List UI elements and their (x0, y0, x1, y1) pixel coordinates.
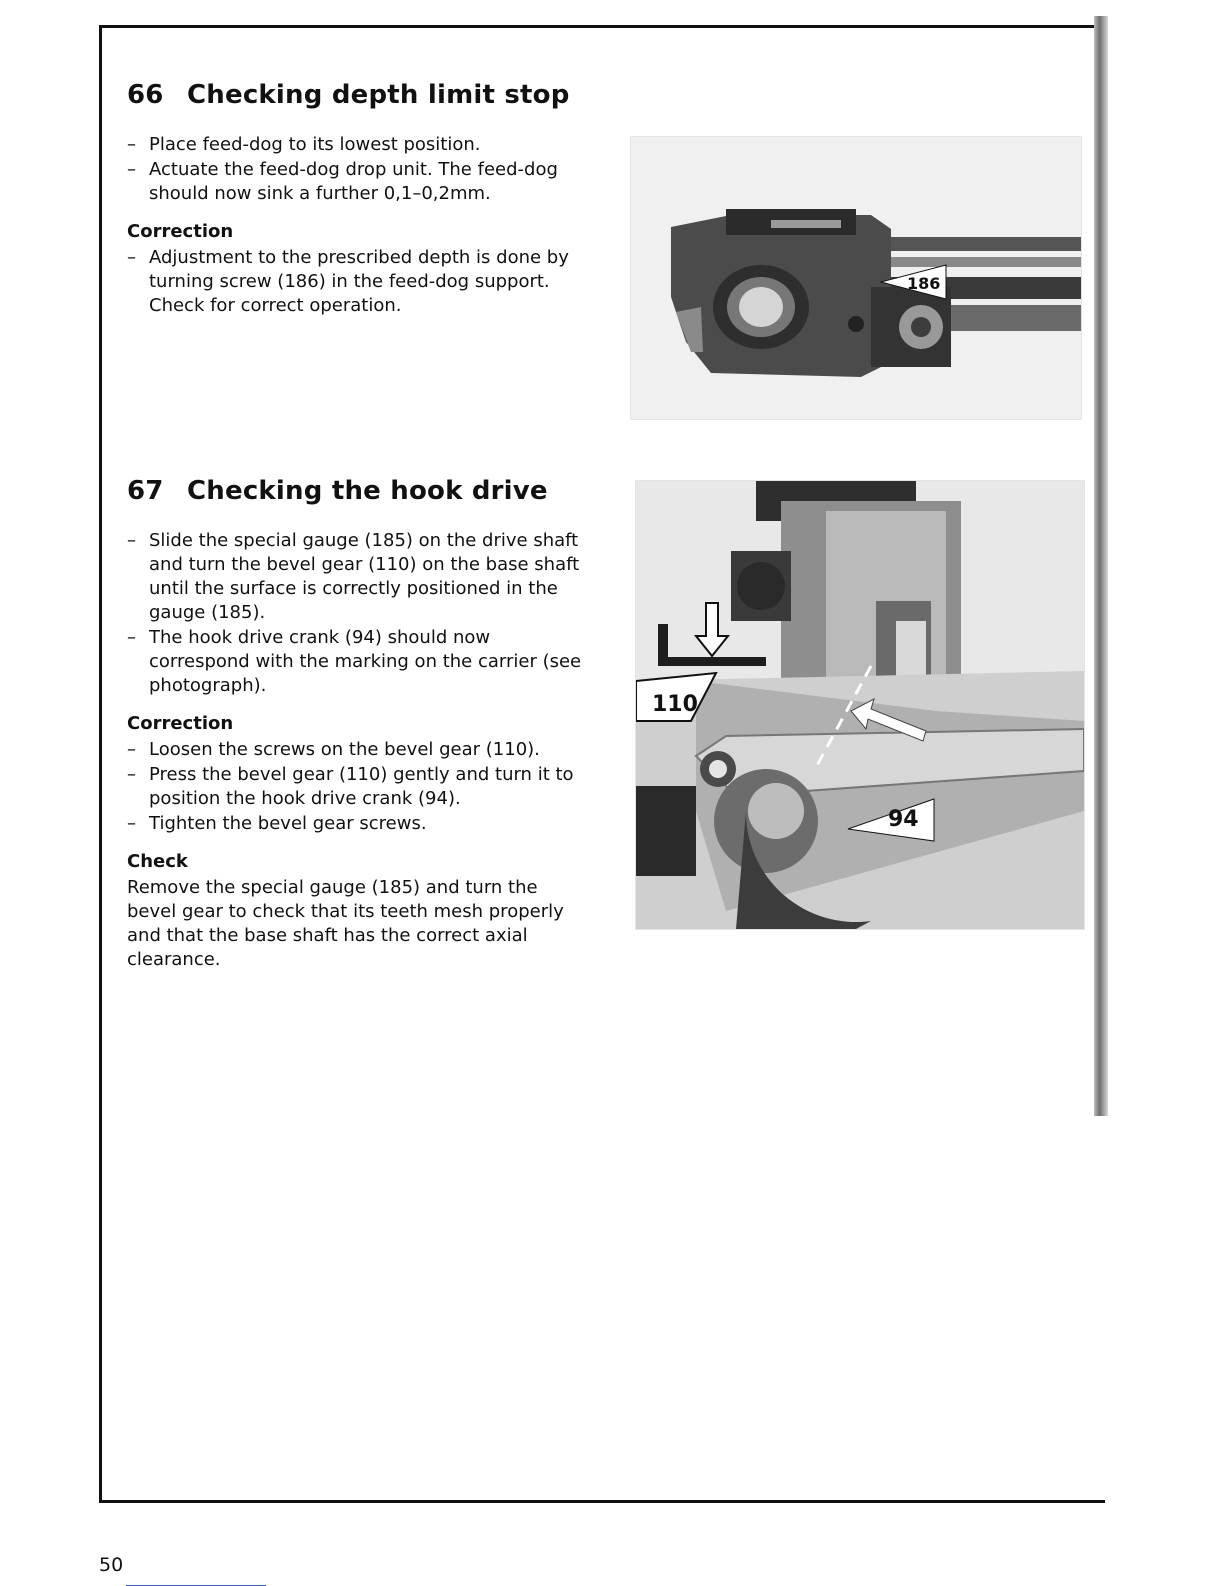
section-title-text: Checking depth limit stop (187, 80, 570, 110)
callout-94: 94 (888, 807, 919, 832)
step-item: – Slide the special gauge (185) on the drive shaft and turn the bevel gear (110) on the base shaft until the surface is correctly positioned in the gauge (185). (127, 529, 587, 625)
section-title-text: Checking the hook drive (187, 476, 548, 506)
correction-heading: Correction (127, 221, 234, 242)
correction-heading: Correction (127, 713, 234, 734)
page-number: 50 (99, 1554, 124, 1576)
hook-drive-illustration (636, 481, 1084, 929)
correction-item: – Adjustment to the prescribed depth is done by turning screw (186) in the feed-dog support. Check for correct operation. (127, 246, 587, 318)
correction-item: – Press the bevel gear (110) gently and turn it to position the hook drive crank (94). (127, 763, 587, 811)
section-66-title (127, 80, 570, 110)
step-item: – Actuate the feed-dog drop unit. The feed-dog should now sink a further 0,1–0,2mm. (127, 158, 587, 206)
section-number: 66 (127, 80, 164, 110)
binding-edge (1094, 16, 1108, 1116)
feed-dog-mechanism-illustration (631, 137, 1081, 419)
section-67-title (127, 476, 548, 506)
section-66-body (127, 133, 587, 319)
step-item: – Place feed-dog to its lowest position. (127, 133, 587, 157)
correction-item: – Tighten the bevel gear screws. (127, 812, 587, 836)
callout-110: 110 (652, 692, 698, 717)
check-heading: Check (127, 851, 188, 872)
section-67-body (127, 529, 587, 972)
correction-item: – Loosen the screws on the bevel gear (110). (127, 738, 587, 762)
check-text: Remove the special gauge (185) and turn the bevel gear to check that its teeth mesh properly and that the base shaft has the correct axial clearance. (127, 877, 564, 970)
section-number: 67 (127, 476, 164, 506)
step-item: – The hook drive crank (94) should now correspond with the marking on the carrier (see photograph). (127, 626, 587, 698)
photo-hook-drive (635, 480, 1085, 930)
photo-feed-dog-support (630, 136, 1082, 420)
callout-186: 186 (907, 274, 941, 293)
